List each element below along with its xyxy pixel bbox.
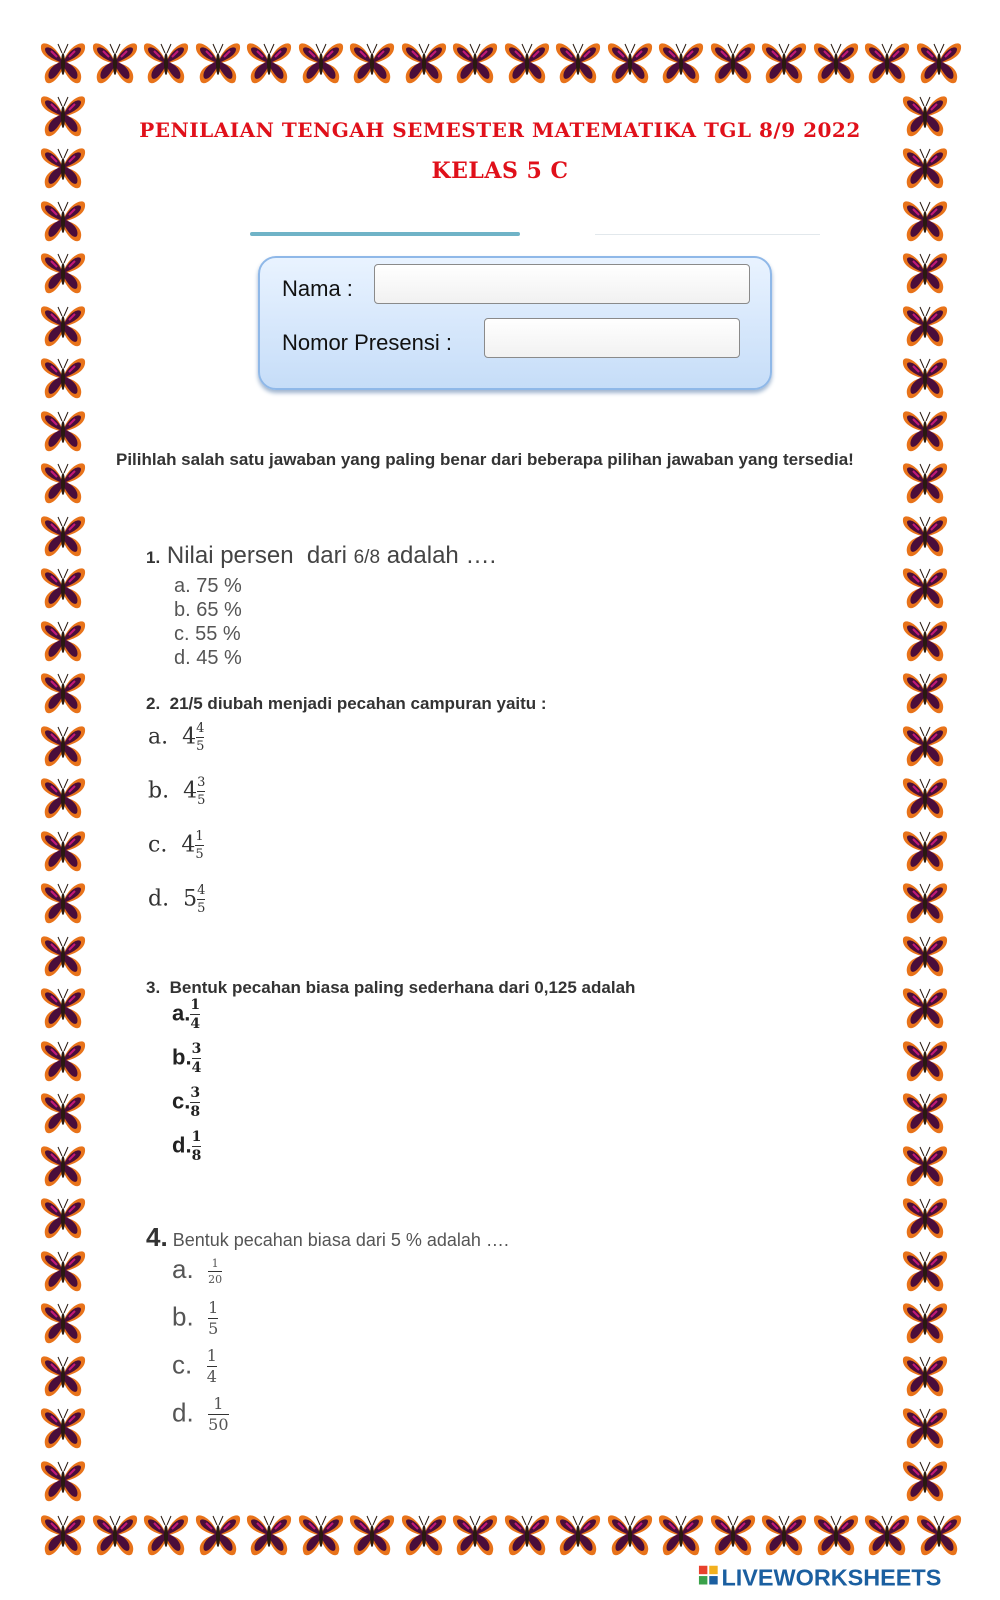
option-letter: c. <box>172 1349 193 1380</box>
fraction-bar <box>208 1271 222 1272</box>
butterfly-icon <box>38 1090 88 1136</box>
butterfly-icon <box>900 1038 950 1084</box>
instruction-text: Pilihlah salah satu jawaban yang paling benar dari beberapa pilihan jawaban yang tersedia! <box>116 450 854 469</box>
numerator: 3 <box>191 1041 202 1057</box>
question-4-option-c[interactable] <box>172 1348 217 1385</box>
butterfly-icon <box>900 1353 950 1399</box>
butterfly-icon <box>296 1512 346 1558</box>
butterfly-icon <box>914 40 964 86</box>
fraction-bar <box>190 1014 200 1015</box>
question-1-option-a[interactable]: a. 75 % <box>174 575 242 597</box>
butterfly-icon <box>759 40 809 86</box>
butterfly-icon <box>900 1090 950 1136</box>
butterfly-icon <box>38 775 88 821</box>
butterfly-icon <box>900 1143 950 1189</box>
question-2-option-b[interactable] <box>148 776 205 807</box>
numerator: 1 <box>190 997 201 1013</box>
butterfly-icon <box>38 880 88 926</box>
butterfly-icon <box>811 40 861 86</box>
numerator: 1 <box>213 1394 224 1413</box>
butterfly-icon <box>900 1248 950 1294</box>
butterfly-icon <box>900 408 950 454</box>
butterfly-icon <box>296 40 346 86</box>
denominator: 5 <box>197 793 206 808</box>
fraction-bar <box>196 737 204 738</box>
page-title: PENILAIAN TENGAH SEMESTER MATEMATIKA TGL 8/9 2022 <box>139 118 861 142</box>
worksheet <box>100 90 900 1490</box>
fraction <box>190 1086 200 1119</box>
butterfly-icon <box>900 880 950 926</box>
butterfly-icon <box>38 670 88 716</box>
fraction-bar <box>197 791 205 792</box>
butterfly-icon <box>553 40 603 86</box>
butterfly-icon <box>38 145 88 191</box>
butterfly-icon <box>862 40 912 86</box>
butterfly-icon <box>900 93 950 139</box>
butterfly-icon <box>811 1512 861 1558</box>
option-letter: a. <box>172 1000 191 1026</box>
butterfly-icon <box>141 1512 191 1558</box>
numerator: 3 <box>190 1085 201 1101</box>
question-1-number: 1. <box>146 548 161 567</box>
fraction-bar <box>195 845 203 846</box>
fraction-bar <box>192 1058 202 1059</box>
option-letter: c. <box>148 832 168 858</box>
butterfly-icon <box>38 1143 88 1189</box>
butterfly-icon <box>38 1405 88 1451</box>
option-letter: b. <box>172 1044 192 1070</box>
butterfly-icon <box>38 1512 88 1558</box>
question-2-option-c[interactable] <box>148 830 204 861</box>
butterfly-icon <box>38 355 88 401</box>
numerator: 1 <box>208 1298 219 1317</box>
question-3-option-b[interactable] <box>172 1042 201 1075</box>
butterfly-icon <box>347 1512 397 1558</box>
butterfly-icon <box>900 933 950 979</box>
butterfly-icon <box>244 1512 294 1558</box>
question-2: 2. 21/5 diubah menjadi pecahan campuran yaitu : <box>146 694 547 713</box>
butterfly-icon <box>900 1458 950 1504</box>
butterfly-icon <box>38 1458 88 1504</box>
butterfly-icon <box>193 40 243 86</box>
whole-number: 5 <box>183 886 198 912</box>
fraction <box>208 1396 228 1433</box>
butterfly-icon <box>399 40 449 86</box>
butterfly-icon <box>900 618 950 664</box>
question-4 <box>146 1222 509 1253</box>
butterfly-icon <box>900 303 950 349</box>
butterfly-icon <box>141 40 191 86</box>
butterfly-icon <box>900 460 950 506</box>
butterfly-icon <box>38 1248 88 1294</box>
denominator: 4 <box>190 1016 201 1032</box>
whole-number: 4 <box>183 778 198 804</box>
butterfly-icon <box>38 303 88 349</box>
butterfly-icon <box>502 40 552 86</box>
option-letter: a. <box>172 1254 194 1284</box>
fraction <box>208 1300 218 1337</box>
decorative-rule-faint <box>595 234 820 235</box>
fraction <box>208 1258 222 1285</box>
fraction-bar <box>197 899 205 900</box>
numerator: 1 <box>195 829 204 844</box>
fraction <box>207 1348 217 1385</box>
butterfly-icon <box>38 723 88 769</box>
fraction <box>197 884 205 915</box>
fraction <box>197 776 205 807</box>
butterfly-icon <box>605 40 655 86</box>
butterfly-icon <box>450 40 500 86</box>
option-letter: d. <box>172 1397 194 1428</box>
butterfly-icon <box>759 1512 809 1558</box>
butterfly-icon <box>900 723 950 769</box>
butterfly-icon <box>38 1038 88 1084</box>
butterfly-icon <box>708 40 758 86</box>
question-1-option-c[interactable]: c. 55 % <box>174 623 241 645</box>
option-letter: b. <box>148 778 170 804</box>
butterfly-icon <box>656 1512 706 1558</box>
whole-number: 4 <box>182 724 197 750</box>
denominator: 50 <box>208 1415 229 1434</box>
option-letter: d. <box>172 1132 192 1158</box>
butterfly-icon <box>900 1195 950 1241</box>
question-3-option-d[interactable] <box>172 1130 201 1163</box>
numerator: 1 <box>211 1256 219 1270</box>
denominator: 4 <box>206 1367 217 1386</box>
butterfly-icon <box>900 145 950 191</box>
butterfly-icon <box>900 1405 950 1451</box>
name-field[interactable] <box>374 264 750 304</box>
butterfly-icon <box>38 1195 88 1241</box>
butterfly-icon <box>399 1512 449 1558</box>
question-1 <box>146 542 496 570</box>
butterfly-icon <box>38 408 88 454</box>
butterfly-icon <box>914 1512 964 1558</box>
fraction <box>190 998 200 1031</box>
butterfly-icon <box>38 985 88 1031</box>
class-subtitle: KELAS 5 C <box>431 158 569 184</box>
question-2-option-d[interactable] <box>148 884 205 915</box>
butterfly-icon <box>450 1512 500 1558</box>
question-1-fraction: 6/8 <box>353 547 381 568</box>
butterfly-icon <box>347 40 397 86</box>
denominator: 5 <box>208 1319 219 1338</box>
denominator: 8 <box>191 1148 202 1164</box>
question-1-text-before: Nilai persen dari <box>166 542 354 569</box>
butterfly-icon <box>900 1300 950 1346</box>
butterfly-icon <box>900 198 950 244</box>
butterfly-icon <box>38 250 88 296</box>
butterfly-icon <box>900 513 950 559</box>
butterfly-icon <box>38 460 88 506</box>
butterfly-icon <box>656 40 706 86</box>
option-letter: b. <box>172 1301 194 1332</box>
butterfly-icon <box>900 828 950 874</box>
butterfly-icon <box>900 250 950 296</box>
fraction-bar <box>192 1146 202 1147</box>
denominator: 20 <box>208 1272 223 1286</box>
question-4-option-d[interactable] <box>172 1396 229 1433</box>
option-letter: a. <box>148 724 169 750</box>
fraction-bar <box>190 1102 200 1103</box>
butterfly-icon <box>193 1512 243 1558</box>
butterfly-icon <box>38 1300 88 1346</box>
question-1-option-d[interactable]: d. 45 % <box>174 647 242 669</box>
numerator: 1 <box>191 1129 202 1145</box>
question-3: 3. Bentuk pecahan biasa paling sederhana dari 0,125 adalah <box>146 978 636 997</box>
attendance-number-field[interactable] <box>484 318 740 358</box>
butterfly-icon <box>38 828 88 874</box>
question-4-text: Bentuk pecahan biasa dari 5 % adalah …. <box>167 1230 509 1250</box>
question-4-option-a[interactable] <box>172 1254 222 1285</box>
butterfly-icon <box>900 985 950 1031</box>
butterfly-icon <box>244 40 294 86</box>
question-3-option-c[interactable] <box>172 1086 200 1119</box>
butterfly-icon <box>38 40 88 86</box>
question-1-option-b[interactable]: b. 65 % <box>174 599 242 621</box>
butterfly-icon <box>605 1512 655 1558</box>
question-2-option-a[interactable] <box>148 722 204 753</box>
butterfly-icon <box>862 1512 912 1558</box>
whole-number: 4 <box>181 832 196 858</box>
numerator: 3 <box>197 775 206 790</box>
butterfly-icon <box>900 775 950 821</box>
option-letter: d. <box>148 886 170 912</box>
liveworksheets-logo <box>688 1562 978 1592</box>
butterfly-icon <box>708 1512 758 1558</box>
butterfly-icon <box>38 933 88 979</box>
question-4-number: 4. <box>146 1222 168 1252</box>
denominator: 5 <box>197 901 206 916</box>
butterfly-icon <box>900 355 950 401</box>
denominator: 4 <box>191 1060 202 1076</box>
butterfly-icon <box>38 565 88 611</box>
fraction <box>192 1130 202 1163</box>
denominator: 8 <box>190 1104 201 1120</box>
denominator: 5 <box>196 739 205 754</box>
butterfly-icon <box>90 1512 140 1558</box>
butterfly-icon <box>38 513 88 559</box>
fraction <box>192 1042 202 1075</box>
numerator: 4 <box>197 883 206 898</box>
butterfly-icon <box>900 565 950 611</box>
butterfly-icon <box>38 1353 88 1399</box>
butterfly-icon <box>38 198 88 244</box>
name-label: Nama : <box>282 276 353 301</box>
decorative-rule <box>250 232 520 236</box>
butterfly-icon <box>900 670 950 716</box>
question-1-text-after: adalah …. <box>380 542 497 569</box>
question-4-option-b[interactable] <box>172 1300 218 1337</box>
question-3-option-a[interactable] <box>172 998 200 1031</box>
butterfly-icon <box>502 1512 552 1558</box>
fraction <box>195 830 203 861</box>
denominator: 5 <box>195 847 204 862</box>
butterfly-icon <box>38 618 88 664</box>
student-identity-box <box>258 256 772 390</box>
butterfly-icon <box>553 1512 603 1558</box>
option-letter: c. <box>172 1088 191 1114</box>
fraction <box>196 722 204 753</box>
numerator: 1 <box>206 1346 217 1365</box>
logo-text: LIVEWORKSHEETS <box>721 1564 942 1591</box>
butterfly-icon <box>38 93 88 139</box>
butterfly-icon <box>90 40 140 86</box>
numerator: 4 <box>196 721 205 736</box>
attendance-number-label: Nomor Presensi : <box>282 330 452 355</box>
